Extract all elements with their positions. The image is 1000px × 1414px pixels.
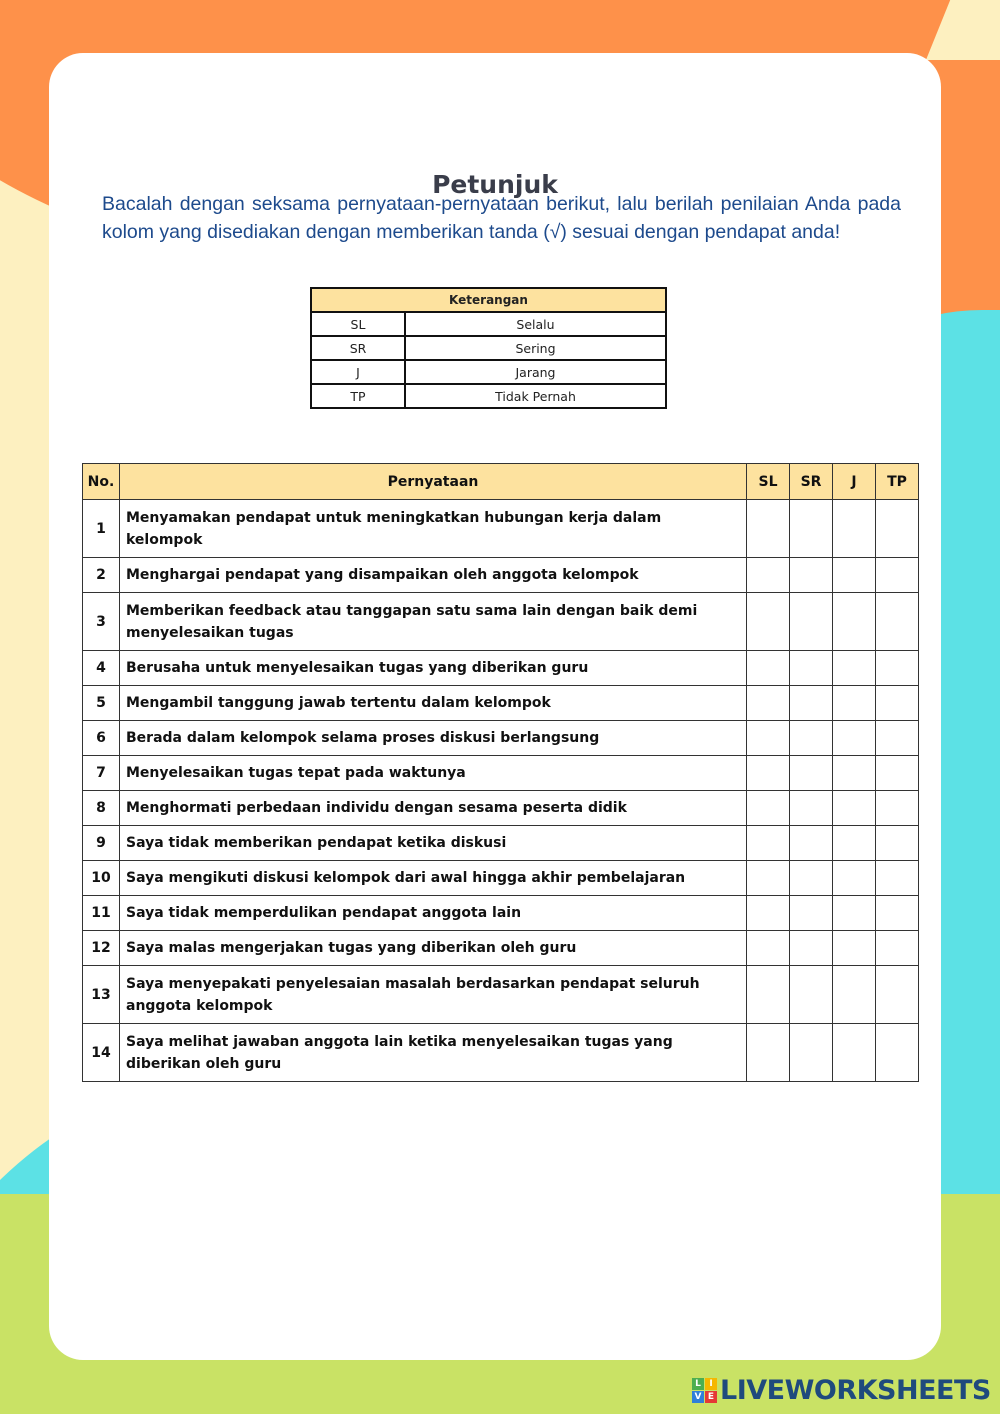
- table-row: [83, 861, 919, 896]
- legend-meaning: Jarang: [405, 360, 666, 384]
- answer-cell-sr[interactable]: [790, 931, 833, 966]
- answer-cell-j[interactable]: [833, 966, 876, 1024]
- legend-code: SL: [311, 312, 405, 336]
- answer-cell-sl[interactable]: [747, 686, 790, 721]
- table-row: [83, 721, 919, 756]
- table-row: [83, 931, 919, 966]
- row-statement: Memberikan feedback atau tanggapan satu sama lain dengan baik demi menyelesaikan tugas: [120, 593, 747, 651]
- logo-mark-letter: I: [705, 1378, 717, 1390]
- row-number: 7: [83, 756, 120, 791]
- answer-cell-j[interactable]: [833, 686, 876, 721]
- liveworksheets-logo[interactable]: [692, 1375, 991, 1405]
- row-number: 11: [83, 896, 120, 931]
- row-statement: Menyelesaikan tugas tepat pada waktunya: [120, 756, 747, 791]
- answer-cell-tp[interactable]: [876, 966, 919, 1024]
- answer-cell-tp[interactable]: [876, 861, 919, 896]
- answer-cell-sl[interactable]: [747, 896, 790, 931]
- legend-meaning: Selalu: [405, 312, 666, 336]
- answer-cell-j[interactable]: [833, 756, 876, 791]
- logo-mark-letter: E: [705, 1391, 717, 1403]
- table-row: [83, 686, 919, 721]
- answer-cell-sr[interactable]: [790, 558, 833, 593]
- answer-cell-sr[interactable]: [790, 593, 833, 651]
- logo-mark-letter: V: [692, 1391, 704, 1403]
- table-row: [83, 896, 919, 931]
- answer-cell-sr[interactable]: [790, 791, 833, 826]
- header-sl: SL: [747, 464, 790, 500]
- row-number: 14: [83, 1024, 120, 1082]
- row-statement: Saya tidak memperdulikan pendapat anggota lain: [120, 896, 747, 931]
- table-row: [83, 651, 919, 686]
- answer-cell-j[interactable]: [833, 500, 876, 558]
- answer-cell-j[interactable]: [833, 721, 876, 756]
- answer-cell-sr[interactable]: [790, 686, 833, 721]
- answer-cell-sr[interactable]: [790, 896, 833, 931]
- header-tp: TP: [876, 464, 919, 500]
- legend-row: [311, 312, 666, 336]
- answer-cell-sl[interactable]: [747, 861, 790, 896]
- row-statement: Menyamakan pendapat untuk meningkatkan hubungan kerja dalam kelompok: [120, 500, 747, 558]
- row-statement: Saya menyepakati penyelesaian masalah berdasarkan pendapat seluruh anggota kelompok: [120, 966, 747, 1024]
- answer-cell-tp[interactable]: [876, 721, 919, 756]
- answer-cell-sl[interactable]: [747, 593, 790, 651]
- legend-table: [310, 287, 667, 409]
- answer-cell-tp[interactable]: [876, 558, 919, 593]
- answer-cell-tp[interactable]: [876, 593, 919, 651]
- answer-cell-j[interactable]: [833, 826, 876, 861]
- legend-row: [311, 336, 666, 360]
- table-row: [83, 966, 919, 1024]
- answer-cell-tp[interactable]: [876, 791, 919, 826]
- table-row: [83, 500, 919, 558]
- answer-cell-j[interactable]: [833, 791, 876, 826]
- worksheet-card: [49, 53, 941, 1360]
- answer-cell-j[interactable]: [833, 593, 876, 651]
- legend-meaning: Sering: [405, 336, 666, 360]
- row-statement: Saya tidak memberikan pendapat ketika diskusi: [120, 826, 747, 861]
- row-number: 2: [83, 558, 120, 593]
- row-statement: Saya malas mengerjakan tugas yang diberikan oleh guru: [120, 931, 747, 966]
- table-row: [83, 593, 919, 651]
- legend-meaning: Tidak Pernah: [405, 384, 666, 408]
- answer-cell-j[interactable]: [833, 931, 876, 966]
- statements-table: [82, 463, 919, 1082]
- answer-cell-j[interactable]: [833, 896, 876, 931]
- logo-mark-icon: [692, 1378, 717, 1403]
- answer-cell-sl[interactable]: [747, 791, 790, 826]
- answer-cell-sr[interactable]: [790, 826, 833, 861]
- answer-cell-sr[interactable]: [790, 861, 833, 896]
- answer-cell-sl[interactable]: [747, 558, 790, 593]
- answer-cell-sr[interactable]: [790, 1024, 833, 1082]
- answer-cell-tp[interactable]: [876, 686, 919, 721]
- page-title: Petunjuk: [432, 170, 558, 199]
- row-number: 8: [83, 791, 120, 826]
- row-number: 13: [83, 966, 120, 1024]
- header-sr: SR: [790, 464, 833, 500]
- row-number: 9: [83, 826, 120, 861]
- legend-title: Keterangan: [311, 288, 666, 312]
- legend-row: [311, 360, 666, 384]
- table-row: [83, 826, 919, 861]
- answer-cell-sr[interactable]: [790, 756, 833, 791]
- table-row: [83, 558, 919, 593]
- row-statement: Saya mengikuti diskusi kelompok dari awal hingga akhir pembelajaran: [120, 861, 747, 896]
- row-number: 1: [83, 500, 120, 558]
- answer-cell-sl[interactable]: [747, 651, 790, 686]
- legend-code: TP: [311, 384, 405, 408]
- row-number: 4: [83, 651, 120, 686]
- legend-row: [311, 384, 666, 408]
- answer-cell-tp[interactable]: [876, 1024, 919, 1082]
- answer-cell-sl[interactable]: [747, 500, 790, 558]
- answer-cell-sr[interactable]: [790, 721, 833, 756]
- row-statement: Saya melihat jawaban anggota lain ketika menyelesaikan tugas yang diberikan oleh guru: [120, 1024, 747, 1082]
- answer-cell-sr[interactable]: [790, 500, 833, 558]
- answer-cell-tp[interactable]: [876, 500, 919, 558]
- answer-cell-tp[interactable]: [876, 651, 919, 686]
- table-header-row: [83, 464, 919, 500]
- row-statement: Berusaha untuk menyelesaikan tugas yang diberikan guru: [120, 651, 747, 686]
- answer-cell-tp[interactable]: [876, 826, 919, 861]
- answer-cell-sr[interactable]: [790, 966, 833, 1024]
- row-number: 6: [83, 721, 120, 756]
- logo-text: LIVEWORKSHEETS: [720, 1374, 991, 1406]
- answer-cell-j[interactable]: [833, 1024, 876, 1082]
- row-number: 10: [83, 861, 120, 896]
- answer-cell-sl[interactable]: [747, 931, 790, 966]
- row-statement: Menghargai pendapat yang disampaikan oleh anggota kelompok: [120, 558, 747, 593]
- answer-cell-sr[interactable]: [790, 651, 833, 686]
- table-row: [83, 1024, 919, 1082]
- answer-cell-sl[interactable]: [747, 966, 790, 1024]
- header-j: J: [833, 464, 876, 500]
- row-number: 5: [83, 686, 120, 721]
- legend-code: SR: [311, 336, 405, 360]
- header-statement: Pernyataan: [120, 464, 747, 500]
- table-row: [83, 756, 919, 791]
- answer-cell-tp[interactable]: [876, 756, 919, 791]
- answer-cell-sl[interactable]: [747, 826, 790, 861]
- answer-cell-tp[interactable]: [876, 931, 919, 966]
- answer-cell-sl[interactable]: [747, 721, 790, 756]
- answer-cell-sl[interactable]: [747, 1024, 790, 1082]
- row-statement: Menghormati perbedaan individu dengan sesama peserta didik: [120, 791, 747, 826]
- logo-mark-letter: L: [692, 1378, 704, 1390]
- header-no: No.: [83, 464, 120, 500]
- answer-cell-tp[interactable]: [876, 896, 919, 931]
- answer-cell-j[interactable]: [833, 558, 876, 593]
- answer-cell-j[interactable]: [833, 861, 876, 896]
- row-statement: Berada dalam kelompok selama proses diskusi berlangsung: [120, 721, 747, 756]
- answer-cell-sl[interactable]: [747, 756, 790, 791]
- row-number: 12: [83, 931, 120, 966]
- legend-code: J: [311, 360, 405, 384]
- row-number: 3: [83, 593, 120, 651]
- instructions-text: Bacalah dengan seksama pernyataan-pernyataan berikut, lalu berilah penilaian Anda pada kolom yang disediakan dengan memberikan tanda (√) sesuai dengan pendapat anda!: [102, 193, 901, 243]
- row-statement: Mengambil tanggung jawab tertentu dalam kelompok: [120, 686, 747, 721]
- answer-cell-j[interactable]: [833, 651, 876, 686]
- table-row: [83, 791, 919, 826]
